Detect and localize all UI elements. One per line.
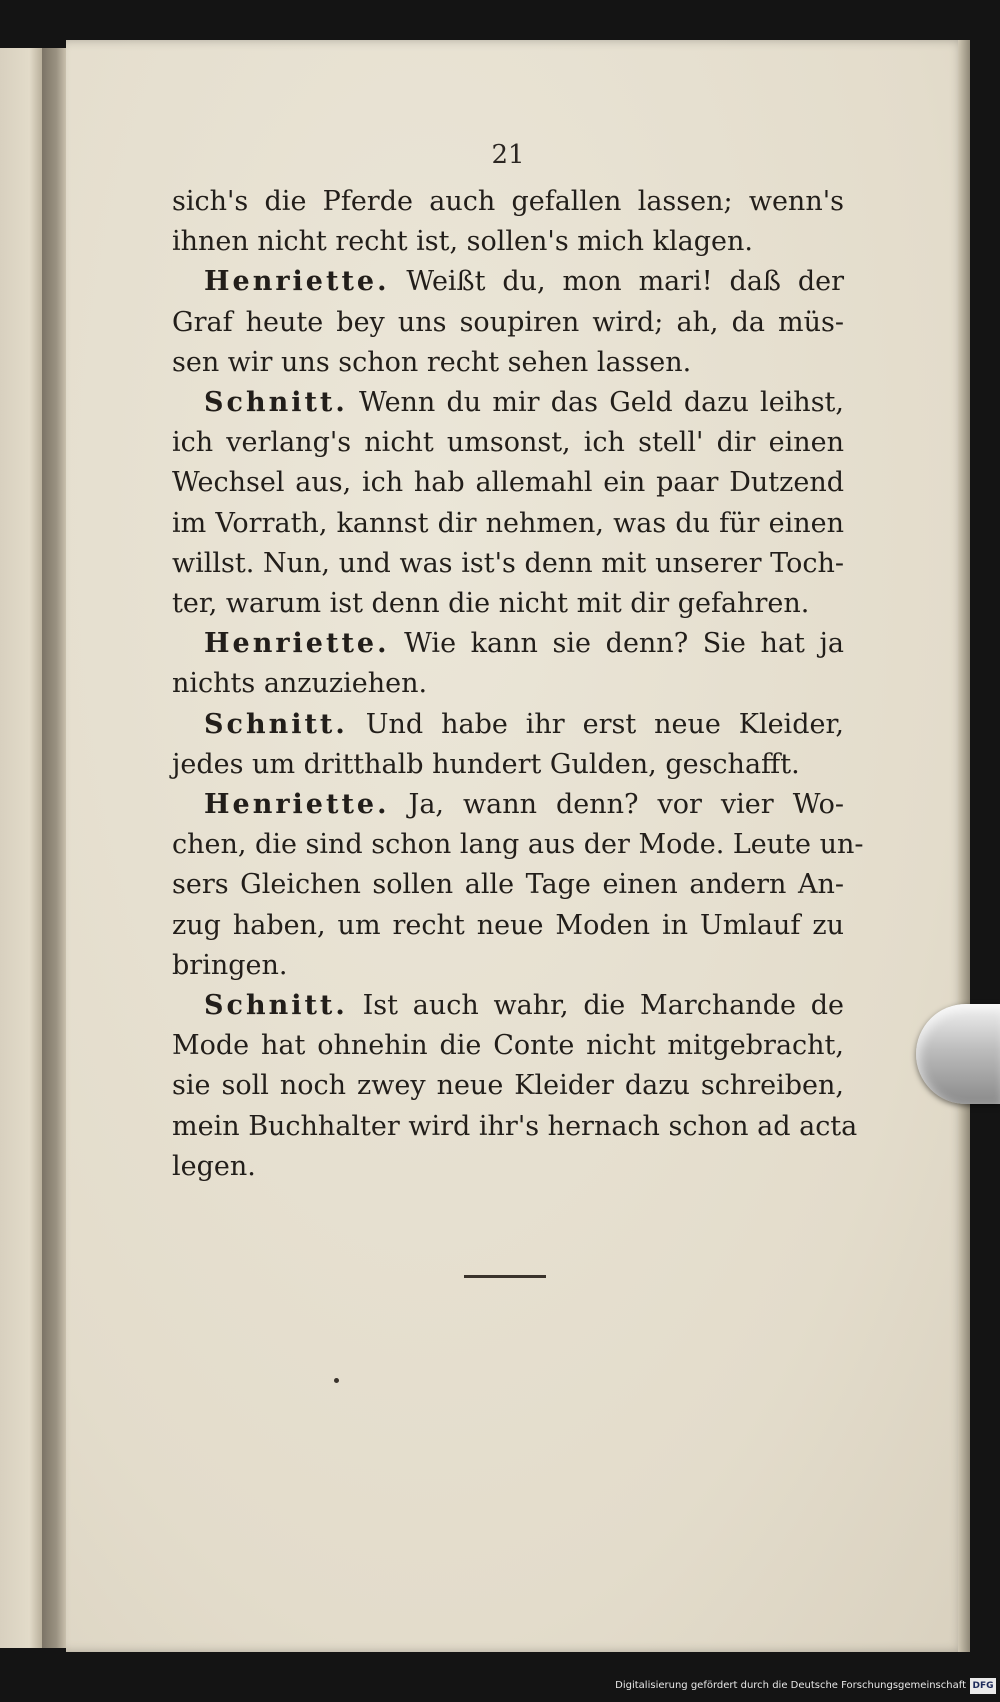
- speaker-name: Henriette.: [204, 628, 390, 660]
- end-rule: [464, 1275, 546, 1278]
- line-text: zug haben, um recht neue Moden in Umlauf zu: [172, 909, 844, 941]
- line-text: Mode hat ohnehin die Conte nicht mitgebracht,: [172, 1030, 844, 1062]
- line-text: sie soll noch zwey neue Kleider dazu schreiben,: [172, 1070, 844, 1102]
- line-text: Wenn du mir das Geld dazu leihst,: [359, 387, 844, 419]
- line-text: Ist auch wahr, die Marchande de: [362, 990, 844, 1022]
- text-line: [172, 343, 844, 383]
- text-line: [172, 544, 844, 584]
- dfg-logo: DFG: [970, 1678, 996, 1694]
- line-text: ter, warum ist denn die nicht mit dir gefahren.: [172, 588, 810, 620]
- text-line: [172, 705, 844, 745]
- page-fore-edge: [958, 40, 970, 1652]
- text-line: [172, 745, 844, 785]
- text-line: [172, 946, 844, 986]
- line-text: im Vorrath, kannst dir nehmen, was du für einen: [172, 507, 844, 539]
- line-text: willst. Nun, und was ist's denn mit unserer Toch-: [172, 547, 844, 579]
- page-number: 21: [491, 140, 525, 170]
- line-text: ihnen nicht recht ist, sollen's mich klagen.: [172, 226, 753, 258]
- line-text: nichts anzuziehen.: [172, 668, 428, 700]
- text-line: [172, 303, 844, 343]
- text-line: [172, 182, 844, 222]
- text-line: [172, 1066, 844, 1106]
- text-line: [172, 865, 844, 905]
- line-text: Ja, wann denn? vor vier Wo-: [408, 789, 844, 821]
- text-line: [172, 986, 844, 1026]
- line-text: Und habe ihr erst neue Kleider,: [365, 708, 844, 740]
- text-line: [172, 825, 864, 865]
- text-line: [172, 624, 844, 664]
- line-text: sers Gleichen sollen alle Tage einen andern An-: [172, 869, 844, 901]
- line-text: Graf heute bey uns soupiren wird; ah, da müs-: [172, 306, 844, 338]
- line-text: sen wir uns schon recht sehen lassen.: [172, 346, 692, 378]
- text-line: [172, 383, 844, 423]
- text-line: [172, 785, 844, 825]
- text-line: [172, 463, 844, 503]
- line-text: legen.: [172, 1150, 256, 1182]
- page-text: [172, 182, 864, 1187]
- speaker-name: Schnitt.: [204, 387, 348, 419]
- funding-credit: Digitalisierung gefördert durch die Deutsche Forschungsgemeinschaft: [615, 1680, 966, 1691]
- text-line: [172, 584, 844, 624]
- text-line: [172, 906, 844, 946]
- text-line: [172, 1107, 858, 1147]
- text-line: [172, 664, 844, 704]
- line-text: Wechsel aus, ich hab allemahl ein paar Dutzend: [172, 467, 844, 499]
- line-text: chen, die sind schon lang aus der Mode. Leute un-: [172, 829, 864, 861]
- speaker-name: Henriette.: [204, 789, 390, 821]
- line-text: jedes um dritthalb hundert Gulden, geschafft.: [172, 748, 800, 780]
- speaker-name: Henriette.: [204, 266, 390, 298]
- footer-bar: [0, 1672, 1000, 1702]
- line-text: bringen.: [172, 949, 288, 981]
- text-line: [172, 1147, 844, 1187]
- text-line: [172, 1026, 844, 1066]
- ink-speck: [334, 1378, 339, 1383]
- text-line: [172, 222, 844, 262]
- line-text: Weißt du, mon mari! daß der: [406, 266, 844, 298]
- speaker-name: Schnitt.: [204, 990, 348, 1022]
- line-text: sich's die Pferde auch gefallen lassen; wenn's: [172, 186, 844, 217]
- speaker-name: Schnitt.: [204, 708, 348, 740]
- text-line: [172, 423, 844, 463]
- line-text: mein Buchhalter wird ihr's hernach schon ad acta: [172, 1110, 858, 1142]
- facing-page-edge: [0, 48, 42, 1648]
- line-text: ich verlang's nicht umsonst, ich stell' dir einen: [172, 427, 844, 459]
- book-gutter: [42, 48, 66, 1648]
- line-text: Wie kann sie denn? Sie hat ja: [404, 628, 844, 660]
- text-line: [172, 262, 844, 302]
- text-line: [172, 504, 844, 544]
